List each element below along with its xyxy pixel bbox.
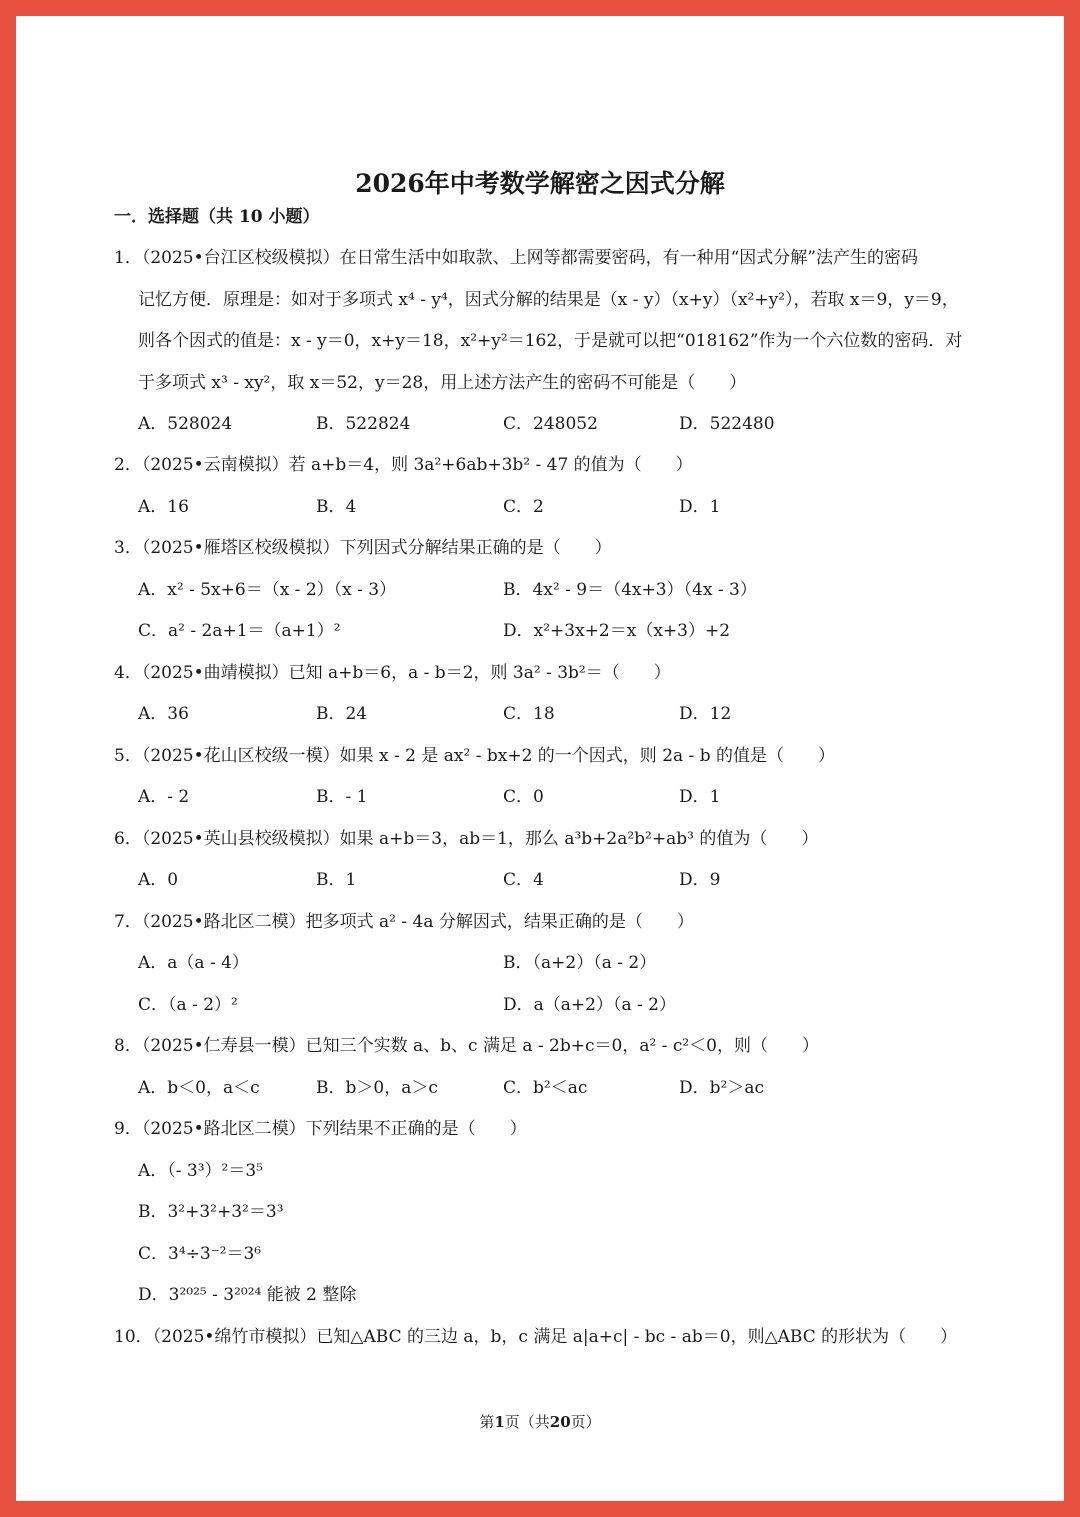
question-7: 7．（2025•路北区二模）把多项式 a² - 4a 分解因式，结果正确的是（ ）: [114, 912, 694, 932]
question-1-line-4: 于多项式 x³ - xy²，取 x＝52，y＝28，用上述方法产生的密码不可能是（ ）: [138, 373, 747, 393]
question-10: 10．（2025•绵竹市模拟）已知△ABC 的三边 a，b，c 满足 a|a+c| - bc - ab＝0，则△ABC 的形状为（ ）: [114, 1327, 958, 1347]
question-3: 3．（2025•雁塔区校级模拟）下列因式分解结果正确的是（ ）: [114, 538, 612, 558]
q4-option-c: C．18: [503, 704, 555, 724]
q6-option-c: C．4: [503, 870, 544, 890]
question-5: 5．（2025•花山区校级一模）如果 x - 2 是 ax² - bx+2 的一个因式，则 2a - b 的值是（ ）: [114, 746, 835, 766]
q7-option-c: C．（a - 2）²: [138, 995, 238, 1015]
question-9: 9．（2025•路北区二模）下列结果不正确的是（ ）: [114, 1119, 527, 1139]
footer-page-number: 1: [494, 1413, 505, 1431]
q4-option-d: D．12: [679, 704, 732, 724]
q8-option-d: D．b²＞ac: [679, 1078, 764, 1098]
q7-option-d: D．a（a+2）（a - 2）: [503, 995, 676, 1015]
q3-option-c: C．a² - 2a+1＝（a+1）²: [138, 621, 341, 641]
q5-option-a: A．- 2: [138, 787, 190, 807]
q7-option-a: A．a（a - 4）: [138, 953, 249, 973]
q1-option-b: B．522824: [316, 414, 411, 434]
q5-option-b: B．- 1: [316, 787, 368, 807]
footer-prefix: 第: [479, 1413, 495, 1431]
q1-option-a: A．528024: [138, 414, 233, 434]
question-1-line-3: 则各个因式的值是：x - y＝0，x+y＝18，x²+y²＝162，于是就可以把“018162”作为一个六位数的密码．对: [138, 331, 963, 351]
q2-option-c: C．2: [503, 497, 544, 517]
section-heading: 一．选择题（共 10 小题）: [114, 207, 320, 227]
q6-option-b: B．1: [316, 870, 357, 890]
footer-middle: 页（共: [504, 1413, 550, 1431]
q3-option-b: B．4x² - 9＝（4x+3）（4x - 3）: [503, 580, 757, 600]
q2-option-a: A．16: [138, 497, 189, 517]
q8-option-a: A．b＜0，a＜c: [138, 1078, 260, 1098]
footer-suffix: 页）: [570, 1413, 601, 1431]
question-6: 6．（2025•英山县校级模拟）如果 a+b＝3，ab＝1，那么 a³b+2a²b²+ab³ 的值为（ ）: [114, 829, 819, 849]
question-1-line-2: 记忆方便．原理是：如对于多项式 x⁴ - y⁴，因式分解的结果是（x - y）（x+y）（x²+y²），若取 x＝9，y＝9，: [138, 290, 959, 310]
q9-option-a: A．（- 3³）²＝3⁵: [138, 1161, 264, 1181]
q8-option-b: B．b＞0，a＞c: [316, 1078, 438, 1098]
q1-option-c: C．248052: [503, 414, 598, 434]
q3-option-a: A．x² - 5x+6＝（x - 2）（x - 3）: [138, 580, 397, 600]
q1-option-d: D．522480: [679, 414, 775, 434]
q6-option-d: D．9: [679, 870, 721, 890]
q5-option-c: C．0: [503, 787, 544, 807]
q8-option-c: C．b²＜ac: [503, 1078, 588, 1098]
q9-option-b: B．3²+3²+3²＝3³: [138, 1202, 284, 1222]
document-page: [16, 16, 1064, 1501]
question-4: 4．（2025•曲靖模拟）已知 a+b＝6，a - b＝2，则 3a² - 3b²＝（ ）: [114, 663, 671, 683]
q9-option-d: D．3²⁰²⁵ - 3²⁰²⁴ 能被 2 整除: [138, 1285, 357, 1305]
q6-option-a: A．0: [138, 870, 179, 890]
q9-option-c: C．3⁴÷3⁻²＝3⁶: [138, 1244, 262, 1264]
page-footer: [16, 1411, 1064, 1432]
q5-option-d: D．1: [679, 787, 721, 807]
q4-option-b: B．24: [316, 704, 368, 724]
question-1-line-1: 1．（2025•台江区校级模拟）在日常生活中如取款、上网等都需要密码，有一种用“因式分解”法产生的密码: [114, 248, 918, 268]
q7-option-b: B．（a+2）（a - 2）: [503, 953, 657, 973]
q2-option-b: B．4: [316, 497, 357, 517]
document-title: 2026年中考数学解密之因式分解: [355, 169, 725, 198]
footer-total-pages: 20: [549, 1413, 571, 1431]
q2-option-d: D．1: [679, 497, 721, 517]
q4-option-a: A．36: [138, 704, 189, 724]
q3-option-d: D．x²+3x+2＝x（x+3）+2: [503, 621, 731, 641]
question-8: 8．（2025•仁寿县一模）已知三个实数 a、b、c 满足 a - 2b+c＝0，a² - c²＜0，则（ ）: [114, 1036, 819, 1056]
question-2: 2．（2025•云南模拟）若 a+b＝4，则 3a²+6ab+3b² - 47 的值为（ ）: [114, 455, 693, 475]
